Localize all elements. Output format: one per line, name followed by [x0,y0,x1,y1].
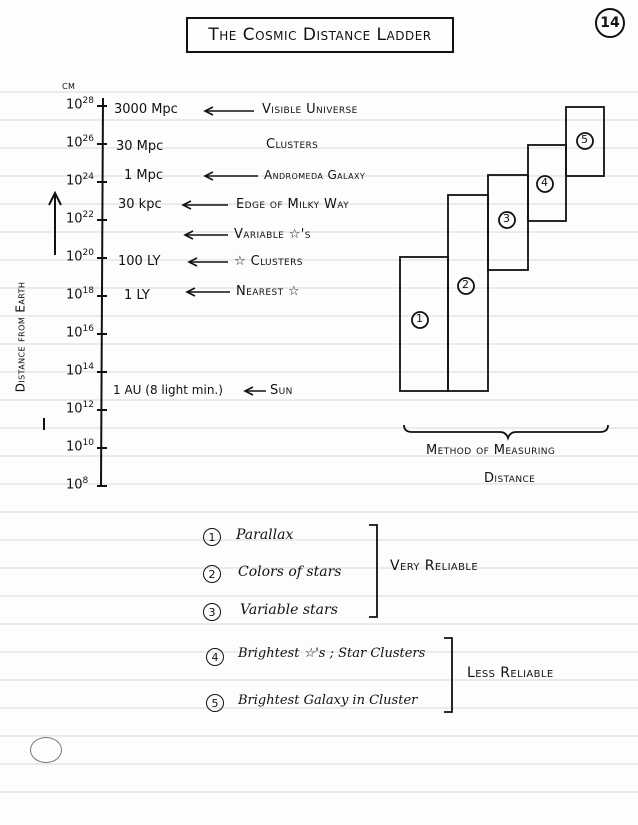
legend-text: Brightest Galaxy in Cluster [238,693,418,708]
axis-label: Distance from Earth [13,281,28,393]
distance-object: Clusters [266,137,319,152]
distance-value: 1 AU (8 light min.) [113,383,223,397]
library-stamp [30,737,62,763]
legend-number: 3 [203,603,221,621]
legend-text: Variable stars [240,602,338,618]
method-caption: Method of Measuring [426,443,556,458]
page-number: 14 [595,8,625,38]
axis-tick-label: $10^{10}$ [66,438,94,455]
distance-object: Nearest ☆ [236,284,301,299]
distance-object: Sun [270,383,293,398]
legend-text: Brightest ☆'s ; Star Clusters [238,646,426,661]
legend-number: 1 [203,528,221,546]
method-box-number: 1 [416,312,423,325]
legend-text: Colors of stars [238,564,342,580]
distance-object: Andromeda Galaxy [264,168,366,182]
distance-object: Variable ☆'s [234,227,311,242]
axis-tick-label: $10^{28}$ [66,96,94,113]
axis-tick-label: $10^{22}$ [66,210,94,227]
method-box-number: 3 [503,212,510,225]
method-box-number: 2 [462,278,469,291]
axis-tick-label: $10^8$ [66,476,89,493]
distance-value: 1 LY [124,288,150,303]
legend-number: 4 [206,648,224,666]
distance-object: Visible Universe [262,102,358,117]
group-label-less-reliable: Less Reliable [467,665,554,681]
page-title: The Cosmic Distance Ladder [186,17,454,53]
distance-value: 1 Mpc [124,168,164,183]
axis-tick-label: $10^{14}$ [66,362,94,379]
distance-value: 3000 Mpc [114,102,178,117]
group-label-very-reliable: Very Reliable [390,558,479,574]
axis-tick-label: $10^{20}$ [66,248,94,265]
axis-tick-label: $10^{18}$ [66,286,94,303]
axis-unit: cm [62,78,76,92]
distance-object: ☆ Clusters [234,254,303,269]
distance-value: 30 Mpc [116,139,164,154]
method-box-number: 4 [541,176,548,189]
axis-tick-label: $10^{24}$ [66,172,94,189]
legend-number: 2 [203,565,221,583]
distance-object: Edge of Milky Way [236,197,350,212]
legend-number: 5 [206,694,224,712]
method-caption: Distance [484,471,536,486]
axis-tick-label: $10^{12}$ [66,400,94,417]
method-box-number: 5 [581,133,588,146]
legend-text: Parallax [236,527,294,543]
distance-value: 30 kpc [118,197,162,212]
axis-tick-label: $10^{26}$ [66,134,94,151]
axis-tick-label: $10^{16}$ [66,324,94,341]
distance-value: 100 LY [118,254,161,269]
